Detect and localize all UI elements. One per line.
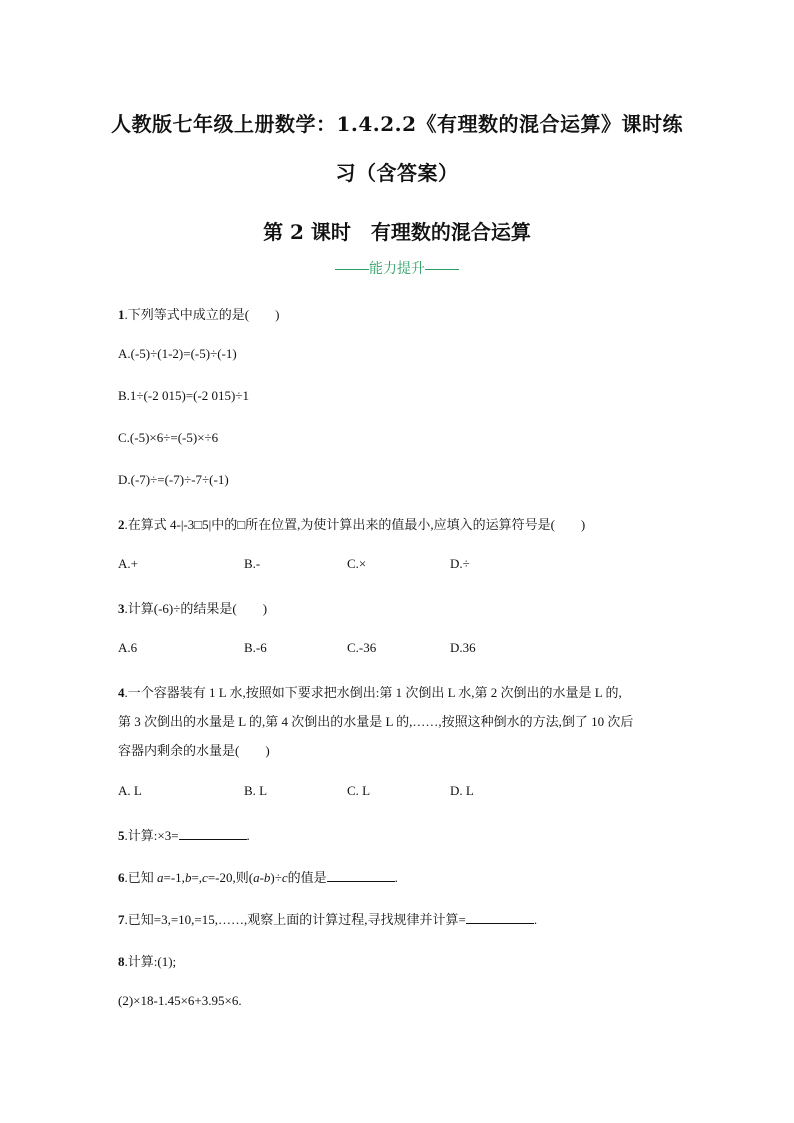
- question-3-option-c: C.-36: [347, 640, 377, 655]
- question-8-stem: [118, 951, 176, 970]
- question-8-text: .计算:(1);: [124, 954, 177, 969]
- section-rule-left: [335, 269, 369, 270]
- variable-b-2: b: [263, 870, 271, 885]
- question-2-option-c: C.×: [347, 556, 367, 571]
- question-4-number: 4: [118, 685, 125, 700]
- section-label: [0, 258, 794, 278]
- question-1-option-b: B.1÷(-2 015)=(-2 015)÷1: [118, 388, 249, 403]
- variable-a: a: [157, 870, 164, 885]
- variable-c-2: c: [281, 870, 288, 885]
- question-5-tail: .: [246, 828, 250, 843]
- question-2-option-a: A.+: [118, 556, 138, 571]
- question-1-option-a: A.(-5)÷(1-2)=(-5)÷(-1): [118, 346, 237, 361]
- question-7-answer-blank: [466, 911, 534, 924]
- question-7-stem: [118, 909, 537, 928]
- variable-c: c: [202, 870, 208, 885]
- question-6-text-pre: .已知: [124, 870, 158, 885]
- question-7-number: 7: [118, 912, 125, 927]
- question-6-text-mid2: =,: [191, 870, 203, 885]
- question-7-tail: .: [533, 912, 538, 927]
- question-4-stem-line-2: 第 3 次倒出的水量是 L 的,第 4 次倒出的水量是 L 的,……,按照这种倒水的方法,倒了 10 次后: [118, 714, 634, 729]
- question-2-number: 2: [118, 517, 125, 532]
- question-1-option-d: D.(-7)÷=(-7)÷-7÷(-1): [118, 472, 229, 487]
- question-4-option-b: B. L: [244, 783, 268, 798]
- question-4-text-1: .一个容器装有 1 L 水,按照如下要求把水倒出:第 1 次倒出 L 水,第 2 次倒出的水量是 L 的,: [124, 685, 622, 700]
- question-3-option-b: B.-6: [244, 640, 267, 655]
- question-3-option-d: D.36: [450, 640, 476, 655]
- question-6-stem: [118, 867, 398, 886]
- question-5-stem: [118, 825, 250, 844]
- question-6-text-mid6: 的值是: [287, 870, 327, 885]
- question-6-text-mid1: =-1,: [163, 870, 185, 885]
- question-3-option-a: A.6: [118, 640, 138, 655]
- lesson-title: 第 2 课时 有理数的混合运算: [263, 220, 531, 244]
- document-title-line-2: 习（含答案）: [335, 161, 459, 185]
- section-rule-right: [425, 269, 459, 270]
- question-2-option-d: D.÷: [450, 556, 470, 571]
- question-6-text-mid3: =-20,则(: [207, 870, 254, 885]
- question-3-stem: [118, 598, 267, 617]
- question-6-text-mid5: )÷: [270, 870, 282, 885]
- section-label-text: 能力提升: [369, 261, 425, 277]
- question-1-text: .下列等式中成立的是( ): [124, 307, 280, 322]
- question-1-number: 1: [118, 307, 125, 322]
- variable-b: b: [184, 870, 192, 885]
- question-2-stem: [118, 514, 585, 533]
- question-6-tail: .: [394, 870, 398, 885]
- question-4-stem-line-3: 容器内剩余的水量是( ): [118, 743, 270, 758]
- document-title-line-1: 人教版七年级上册数学：1.4.2.2《有理数的混合运算》课时练: [110, 112, 684, 136]
- question-4-option-d: D. L: [450, 783, 474, 798]
- question-4-option-c: C. L: [347, 783, 371, 798]
- question-7-text: .已知=3,=10,=15,……,观察上面的计算过程,寻找规律并计算=: [124, 912, 466, 927]
- question-5-number: 5: [118, 828, 125, 843]
- question-8-part-2: (2)×18-1.45×6+3.95×6.: [118, 993, 242, 1008]
- question-4-stem-line-1: [118, 682, 622, 701]
- variable-a-2: a: [253, 870, 260, 885]
- question-6-number: 6: [118, 870, 125, 885]
- question-1-stem: [118, 304, 279, 323]
- question-6-answer-blank: [327, 869, 395, 882]
- question-4-option-a: A. L: [118, 783, 142, 798]
- question-1-option-c: C.(-5)×6÷=(-5)×÷6: [118, 430, 219, 445]
- question-5-answer-blank: [179, 827, 247, 840]
- question-6-text-mid4: -: [259, 870, 264, 885]
- question-3-number: 3: [118, 601, 125, 616]
- question-5-text: .计算:×3=: [124, 828, 179, 843]
- question-8-number: 8: [118, 954, 125, 969]
- question-2-option-b: B.-: [244, 556, 261, 571]
- question-3-text: .计算(-6)÷的结果是( ): [124, 601, 268, 616]
- question-2-text: .在算式 4-|-3□5|中的□所在位置,为使计算出来的值最小,应填入的运算符号是( ): [124, 517, 586, 532]
